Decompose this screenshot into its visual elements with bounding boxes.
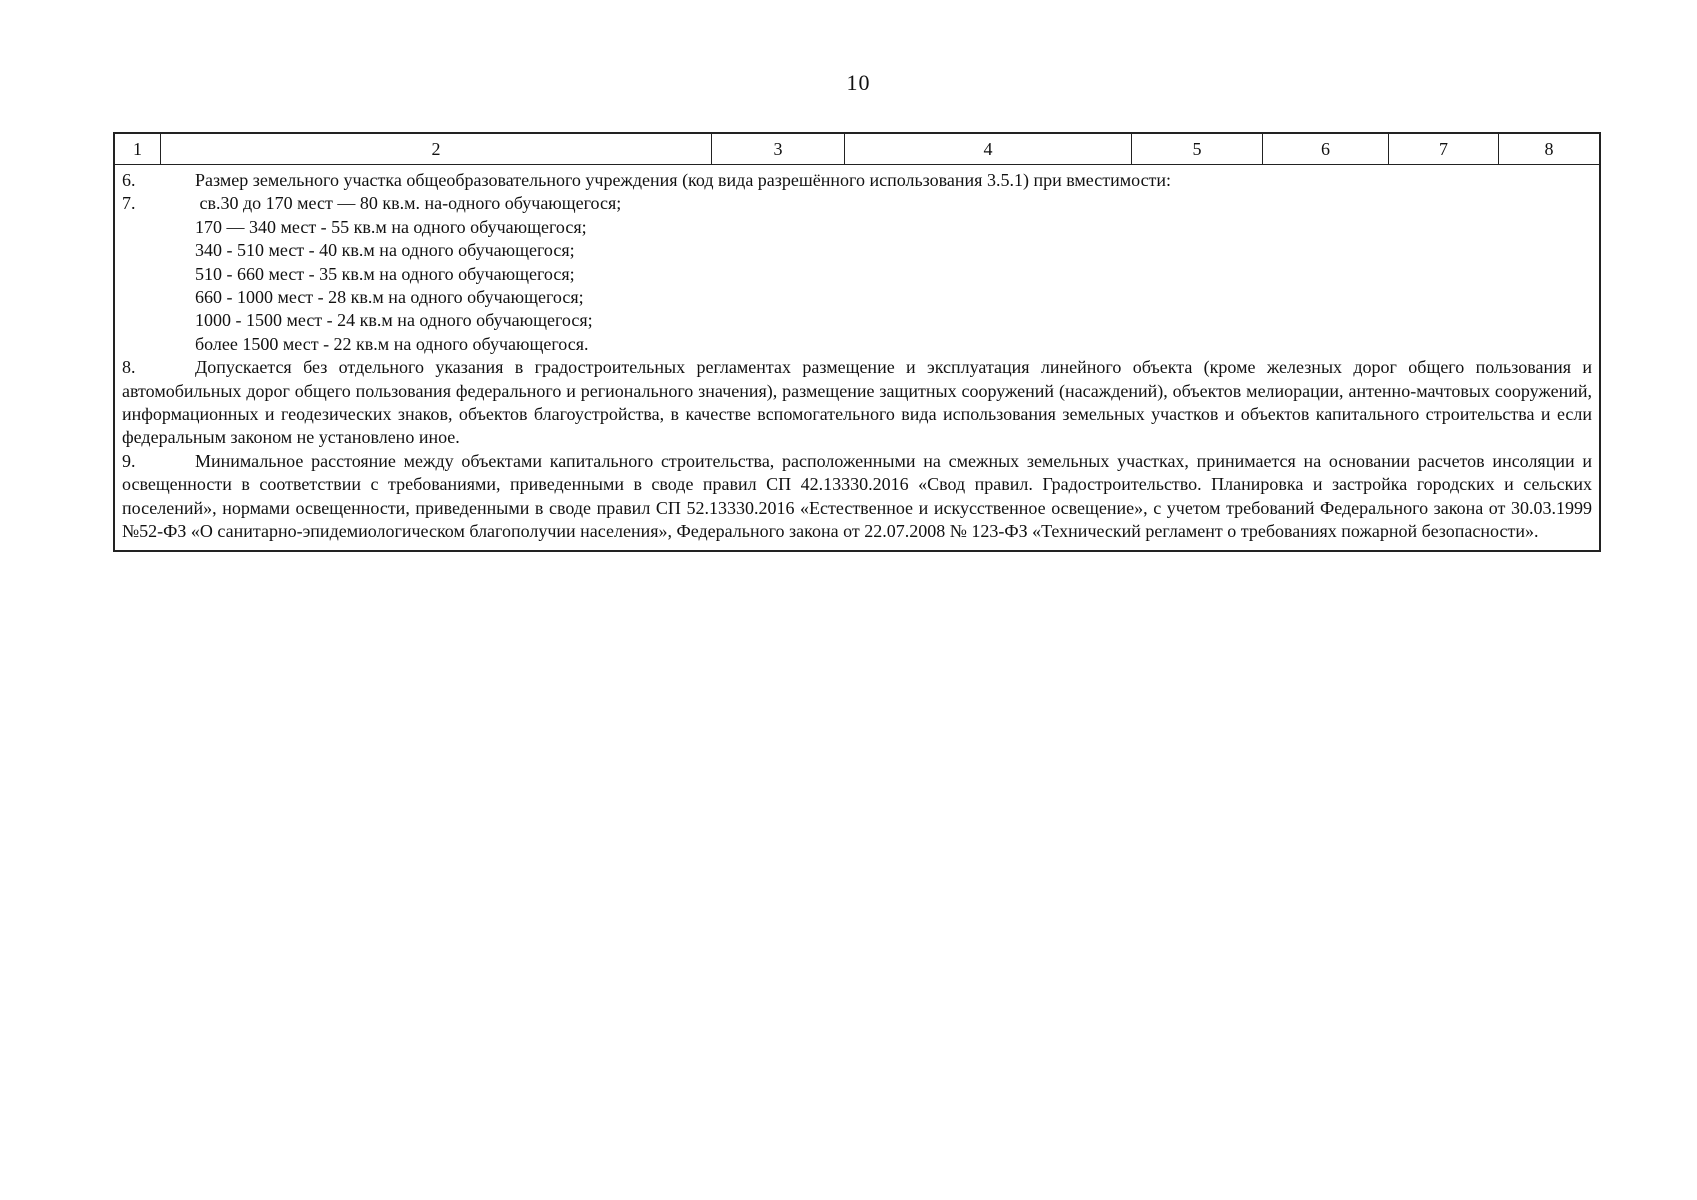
item-text: Размер земельного участка общеобразовательного учреждения (код вида разрешённого использования 3.5.1) при вместимости: xyxy=(195,170,1172,190)
column-header-8: 8 xyxy=(1544,138,1554,159)
item-text: 340 - 510 мест - 40 кв.м на одного обучающегося; xyxy=(195,240,575,261)
item-number: 6. xyxy=(122,170,136,190)
paragraph-number: 9. xyxy=(122,450,136,471)
list-item xyxy=(122,239,1592,262)
list-item xyxy=(122,286,1592,309)
item-text: 510 - 660 мест - 35 кв.м на одного обучающегося; xyxy=(195,263,575,284)
item-text: 170 — 340 мест - 55 кв.м на одного обучающегося; xyxy=(195,216,587,237)
list-item xyxy=(122,263,1592,286)
item-text: более 1500 мест - 22 кв.м на одного обучающегося. xyxy=(195,333,589,354)
paragraph-text: Минимальное расстояние между объектами капитального строительства, расположенными на смежных земельных участках, принимается на основании расчетов инсоляции и освещенности в соответствии с требованиями, приведенными в своде правил СП 42.13330.2016 «Свод правил. Градостроительство. Планировка и застройка городских и сельских поселений», нормами освещенности, приведенными в своде правил СП 52.13330.2016 «Естественное и искусственное освещение», с учетом требований Федерального закона от 30.03.1999 №52-ФЗ «О санитарно-эпидемиологическом благополучии населения», Федерального закона от 22.07.2008 № 123-ФЗ «Технический регламент о требованиях пожарной безопасности». xyxy=(122,450,1592,542)
paragraph-text: Допускается без отдельного указания в градостроительных регламентах размещение и эксплуатация линейного объекта (кроме железных дорог общего пользования и автомобильных дорог общего пользования федерального и регионального значения), размещение защитных сооружений (насаждений), объектов мелиорации, антенно-мачтовых сооружений, информационных и геодезических знаков, объектов благоустройства, в качестве вспомогательного вида использования земельных участков и объектов капитального строительства и если федеральным законом не установлено иное. xyxy=(122,357,1592,448)
column-header-6: 6 xyxy=(1263,134,1389,164)
list-item xyxy=(122,216,1592,239)
table-body xyxy=(115,165,1599,550)
column-header-3: 3 xyxy=(712,134,845,164)
list-item xyxy=(122,309,1592,332)
column-header-7: 7 xyxy=(1389,134,1499,164)
list-item xyxy=(122,169,1592,192)
paragraph-number: 8. xyxy=(122,357,136,378)
table-header-row xyxy=(115,134,1599,165)
column-header-1: 1 xyxy=(115,134,161,164)
item-text: св.30 до 170 мест — 80 кв.м. на-одного обучающегося; xyxy=(195,193,622,214)
column-header-5: 5 xyxy=(1132,134,1263,164)
paragraph-8 xyxy=(122,356,1592,450)
list-item xyxy=(122,333,1592,356)
regulations-table xyxy=(113,132,1601,552)
column-header-4: 4 xyxy=(845,134,1132,164)
list-item xyxy=(122,192,1592,215)
item-text: 660 - 1000 мест - 28 кв.м на одного обучающегося; xyxy=(195,287,584,308)
column-header-2: 2 xyxy=(161,134,712,164)
page-number: 10 xyxy=(846,70,871,95)
paragraph-9 xyxy=(122,450,1592,544)
item-number: 7. xyxy=(122,193,136,214)
item-text: 1000 - 1500 мест - 24 кв.м на одного обучающегося; xyxy=(195,310,593,331)
